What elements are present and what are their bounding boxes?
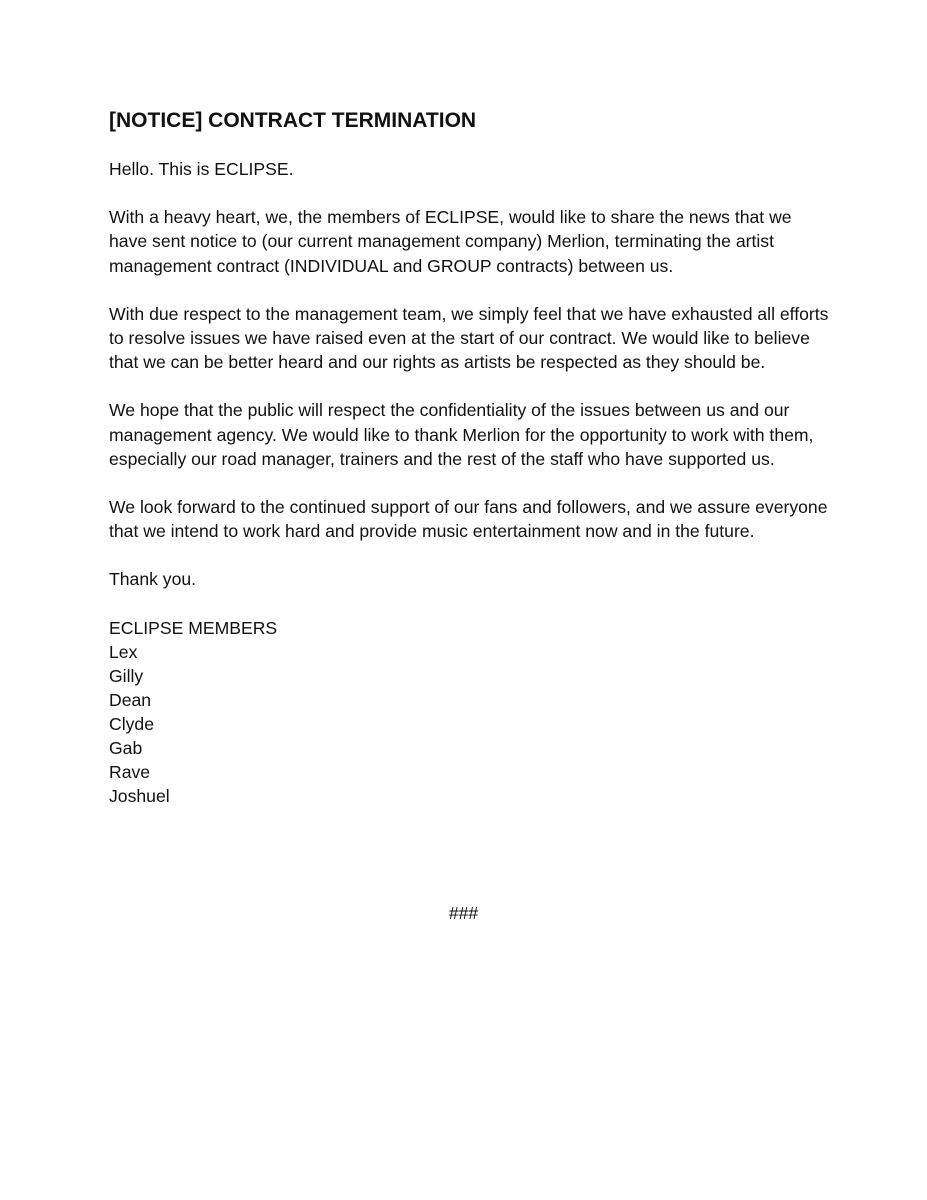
signoff-heading: ECLIPSE MEMBERS (109, 617, 278, 638)
paragraph-reason: With due respect to the management team, we simply feel that we have exhausted all efforts to resolve issues we have raised even at the start of our contract. We would like to believe that we can be better heard and our rights as artists be respected as they should be. (109, 303, 829, 373)
member-list (109, 640, 829, 809)
paragraph-support: We look forward to the continued support of our fans and followers, and we assure everyone that we intend to work hard and provide music entertainment now and in the future. (109, 497, 828, 542)
document-body (109, 106, 829, 809)
paragraph-announcement: With a heavy heart, we, the members of ECLIPSE, would like to share the news that we have sent notice to (our current management company) Merlion, terminating the artist management contract (INDIVIDUAL and GROUP contracts) between us. (109, 207, 792, 276)
document-title: [NOTICE] CONTRACT TERMINATION (109, 109, 477, 132)
greeting-line: Hello. This is ECLIPSE. (109, 159, 294, 179)
paragraph-confidentiality: We hope that the public will respect the confidentiality of the issues between us and our management agency. We would like to thank Merlion for the opportunity to work with them, especially our road manager, trainers and the rest of the staff who have supported us. (109, 400, 814, 469)
member-name: Dean (109, 690, 152, 711)
member-name: Lex (109, 641, 138, 662)
member-name: Gilly (109, 665, 144, 686)
end-of-document-mark: ### (448, 903, 479, 923)
closing-line: Thank you. (109, 569, 197, 590)
member-name: Joshuel (109, 786, 170, 807)
member-name: Clyde (109, 714, 154, 735)
member-name: Gab (109, 738, 143, 759)
member-name: Rave (109, 762, 151, 783)
